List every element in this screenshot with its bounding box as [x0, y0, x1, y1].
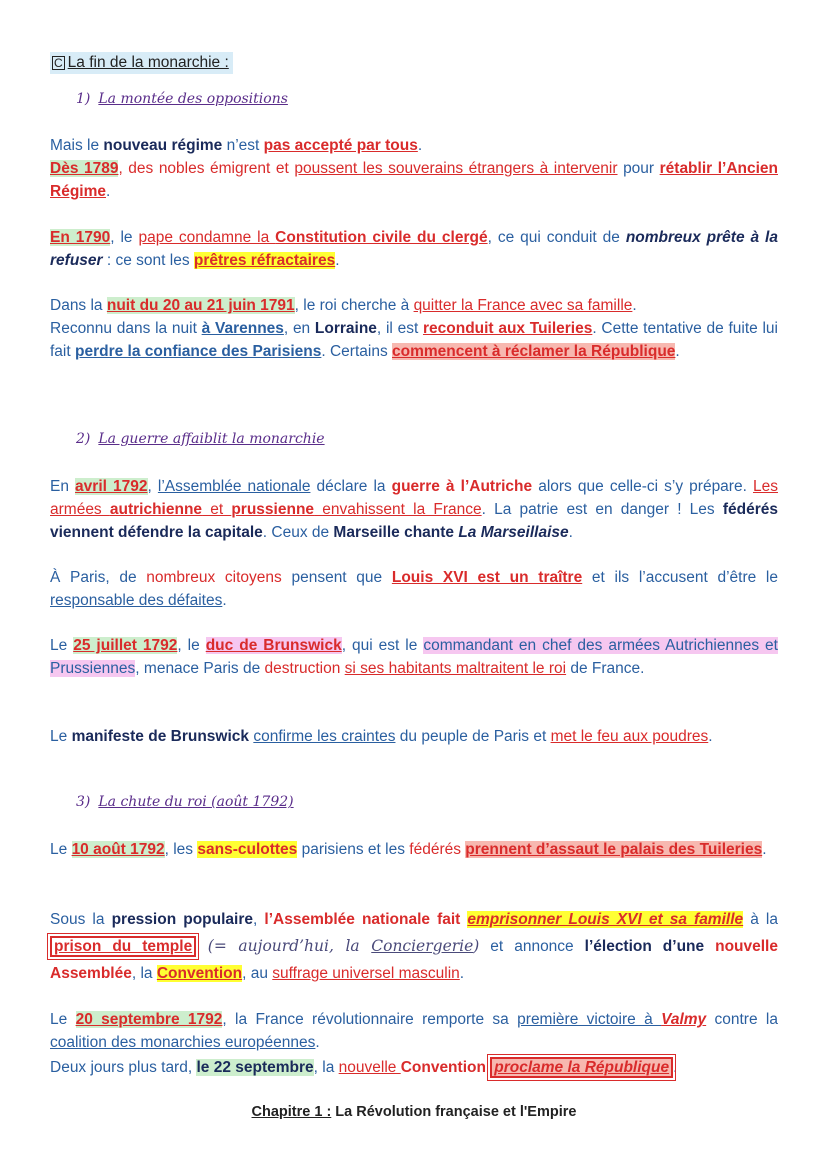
paragraph-5 [50, 566, 778, 612]
paragraph-3 [50, 294, 778, 363]
text-span: destruction [264, 660, 341, 677]
text-span: , des nobles émigrent et [118, 160, 295, 177]
section-title-label: La fin de la monarchie : [67, 54, 229, 71]
prison-du-temple-box: prison du temple [50, 936, 196, 957]
subheading-2 [76, 431, 325, 447]
text-span: . [222, 592, 227, 609]
text-span: rétablir l’Ancien Régime [50, 160, 778, 200]
page-footer [0, 1104, 828, 1120]
text-span: Louis XVI est un traître [391, 569, 583, 586]
text-span: , ce qui conduit de [487, 229, 626, 246]
text-span: , la [131, 965, 157, 982]
text-span: . [459, 965, 465, 982]
text-span: le 22 septembre [196, 1059, 314, 1076]
text-span: , au [242, 965, 273, 982]
text-span: Convention [156, 965, 243, 982]
text-span: . [568, 524, 573, 541]
text-span: , les [164, 841, 198, 858]
text-span: commandant en chef des armées Autrichiennes et Prussiennes [50, 637, 778, 677]
text-span: Mais le [50, 137, 104, 154]
text-span: : ce sont les [102, 252, 194, 269]
text-span: prennent d’assaut le palais des Tuileries [465, 841, 763, 858]
text-span: envahissent la France [314, 501, 482, 518]
text-span: ) [473, 937, 480, 955]
subheading-number: 1) [76, 91, 91, 107]
text-span: pression populaire [111, 911, 254, 928]
text-span: l’Assemblée nationale fait [264, 911, 468, 928]
text-span: . [673, 1059, 678, 1076]
text-span: En 1790 [50, 229, 111, 246]
footer-chapter-title: La Révolution française et l'Empire [331, 1104, 577, 1120]
text-span: , il est [376, 320, 423, 337]
text-span: 10 août 1792 [71, 841, 165, 858]
text-span: pour [617, 160, 660, 177]
text-span: et [202, 501, 232, 518]
subheading-3 [76, 794, 294, 810]
text-span: . [335, 252, 340, 269]
subheading-1 [76, 91, 288, 107]
text-span: Le [50, 1011, 76, 1028]
text-span: déclare la [310, 478, 392, 495]
paragraph-2 [50, 226, 778, 272]
text-span: Conciergerie [371, 937, 474, 955]
paragraph-7 [50, 725, 778, 748]
text-span: pape condamne la [138, 229, 276, 246]
subheading-label: La chute du roi (août 1792) [98, 794, 294, 810]
text-span: nouvelle Assemblée [50, 938, 778, 982]
text-span: confirme les craintes [253, 728, 396, 745]
text-span: , le [177, 637, 206, 654]
text-span: responsable des défaites [50, 592, 223, 609]
text-span: . [762, 841, 767, 858]
text-span: . Ceux de [262, 524, 334, 541]
text-span: , le [110, 229, 139, 246]
text-span: Reconnu dans la nuit [50, 320, 202, 337]
text-span: Sous la [50, 911, 112, 928]
text-span: poussent les souverains étrangers à intervenir [294, 160, 618, 177]
text-span: n’est [222, 137, 264, 154]
text-span: autrichienne [109, 501, 203, 518]
text-span: En [50, 478, 76, 495]
text-span: quitter la France avec sa famille [413, 297, 633, 314]
subheading-label: La guerre affaiblit la monarchie [98, 431, 325, 447]
text-span: Les armées [50, 478, 778, 518]
text-span: met le feu aux poudres [550, 728, 709, 745]
text-span: Dans la [50, 297, 107, 314]
paragraph-8 [50, 838, 778, 861]
proclame-republique-box: proclame la République [490, 1057, 673, 1078]
text-span: 20 septembre 1792 [75, 1011, 223, 1028]
text-span: 25 juillet 1792 [73, 637, 178, 654]
text-span: de France. [566, 660, 645, 677]
text-span: pensent que [281, 569, 392, 586]
text-span: , [253, 911, 265, 928]
text-span: nombreux prête à la refuser [50, 229, 778, 269]
text-span: l’Assemblée nationale [157, 478, 311, 495]
text-span: à Varennes [201, 320, 284, 337]
text-span: duc de Brunswick [205, 637, 342, 654]
text-span: Deux jours plus tard, [50, 1059, 197, 1076]
text-span: , en [283, 320, 315, 337]
text-span: (= aujourd’hui, la [196, 937, 372, 955]
text-span: Lorraine [314, 320, 377, 337]
text-span: prussienne [231, 501, 315, 518]
text-span: première victoire à [517, 1011, 662, 1028]
text-span: nouveau régime [103, 137, 223, 154]
text-span: suffrage universel masculin [272, 965, 460, 982]
text-span: . [417, 137, 423, 154]
text-span: parisiens et les [297, 841, 410, 858]
text-span: . [708, 728, 713, 745]
text-span: prêtres réfractaires [193, 252, 336, 269]
footer-chapter-label: Chapitre 1 : [251, 1104, 332, 1120]
text-span: Convention [400, 1059, 486, 1076]
text-span: et ils l’accusent d’être le [582, 569, 779, 586]
text-span: , le roi cherche à [294, 297, 414, 314]
text-span: à la [743, 911, 778, 928]
paragraph-9 [50, 906, 778, 987]
text-span: Valmy [661, 1011, 707, 1028]
text-span: pas accepté par tous [263, 137, 418, 154]
section-letter-box: C [54, 56, 63, 70]
text-span: . [632, 297, 637, 314]
text-span: Constitution civile du clergé [275, 229, 488, 246]
paragraph-4 [50, 475, 778, 544]
text-span: fédérés viennent défendre la capitale [50, 501, 779, 541]
text-span: perdre la confiance des Parisiens [74, 343, 322, 360]
text-span: alors que celle-ci s’y prépare. [532, 478, 753, 495]
text-span: l’élection d’une [584, 938, 716, 955]
text-span: contre la [706, 1011, 778, 1028]
text-span: Le [50, 728, 72, 745]
text-span: et annonce [479, 938, 585, 955]
text-span: . La patrie est en danger ! Les [481, 501, 723, 518]
text-span: Marseille chante [333, 524, 459, 541]
text-span: nombreux citoyens [146, 569, 282, 586]
text-span: , qui est le [341, 637, 424, 654]
text-span: , la France révolutionnaire remporte sa [222, 1011, 518, 1028]
paragraph-1 [50, 134, 778, 203]
subheading-label: La montée des oppositions [98, 91, 288, 107]
text-span: Le [50, 841, 72, 858]
text-span: La Marseillaise [458, 524, 569, 541]
text-span: . Certains [321, 343, 393, 360]
text-span: manifeste de Brunswick [71, 728, 250, 745]
text-span: si ses habitants maltraitent le roi [344, 660, 567, 677]
text-span: . [675, 343, 680, 360]
text-span: sans-culottes [197, 841, 298, 858]
text-span: nouvelle [338, 1059, 401, 1076]
text-span: , [147, 478, 158, 495]
subheading-number: 2) [76, 431, 91, 447]
paragraph-10 [50, 1008, 778, 1081]
text-span: . [315, 1034, 320, 1051]
text-span: fédérés [409, 841, 461, 858]
text-span: avril 1792 [75, 478, 148, 495]
text-span: . [106, 183, 111, 200]
text-span: emprisonner Louis XVI et sa famille [467, 911, 744, 928]
text-span: nuit du 20 au 21 juin 1791 [106, 297, 295, 314]
text-span: À Paris, de [50, 569, 147, 586]
subheading-number: 3) [76, 794, 91, 810]
text-span: du peuple de Paris et [395, 728, 551, 745]
text-span: guerre à l’Autriche [391, 478, 533, 495]
text-span: Dès 1789 [50, 160, 119, 177]
text-span: , menace Paris de [135, 660, 265, 677]
paragraph-6 [50, 634, 778, 680]
text-span: reconduit aux Tuileries [422, 320, 593, 337]
text-span: commencent à réclamer la République [392, 343, 676, 360]
text-span: coalition des monarchies européennes [50, 1034, 316, 1051]
text-span: . Cette tentative de fuite lui fait [50, 320, 778, 360]
text-span: , la [313, 1059, 339, 1076]
text-span: Le [50, 637, 74, 654]
section-title [50, 52, 233, 74]
